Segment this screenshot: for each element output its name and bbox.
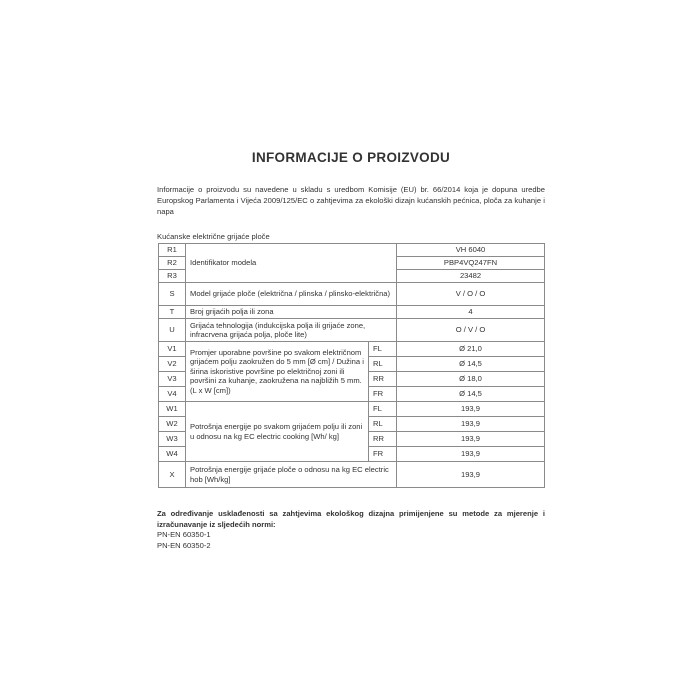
row-value: 193,9 (397, 417, 545, 432)
row-label: Potrošnja energije po svakom grijaćem polju ili zoni u odnosu na kg EC electric cooking [Wh/ kg] (186, 402, 369, 462)
row-value: V / O / O (397, 283, 545, 306)
row-label: Grijaća tehnologija (indukcijska polja ili grijaće zone, infracrvena grijaća polja, ploče lite) (186, 319, 397, 342)
row-value: 193,9 (397, 402, 545, 417)
row-value: 23482 (397, 270, 545, 283)
row-label: Model grijaće ploče (električna / plinska / plinsko-električna) (186, 283, 397, 306)
zone-position: RL (369, 357, 397, 372)
section-label: Kućanske električne grijaće ploče (157, 232, 270, 241)
zone-position: FR (369, 387, 397, 402)
table-row (159, 283, 545, 306)
row-code: V1 (159, 342, 186, 357)
row-label: Potrošnja energije grijaće ploče o odnosu na kg EC electric hob [Wh/kg] (186, 462, 397, 488)
row-value: Ø 21,0 (397, 342, 545, 357)
zone-position: RR (369, 432, 397, 447)
row-value: 193,9 (397, 447, 545, 462)
row-code: T (159, 306, 186, 319)
row-label: Promjer uporabne površine po svakom električnom grijaćem polju zaokružen do 5 mm [Ø cm] / Dužina i širina iskoristive površine po električnoj zoni ili površini za kuhanje, zaokružena na najbližih 5 mm. (L x W [cm]) (186, 342, 369, 402)
standards-note (157, 509, 545, 551)
row-code: R2 (159, 257, 186, 270)
row-code: R3 (159, 270, 186, 283)
row-value: Ø 14,5 (397, 357, 545, 372)
table-row (159, 342, 545, 357)
row-code: W3 (159, 432, 186, 447)
standard-item: PN-EN 60350-2 (157, 540, 211, 550)
zone-position: FL (369, 402, 397, 417)
table-row (159, 306, 545, 319)
zone-position: FR (369, 447, 397, 462)
table-row (159, 462, 545, 488)
row-label: Broj grijaćih polja ili zona (186, 306, 397, 319)
zone-position: RR (369, 372, 397, 387)
spec-table (158, 243, 545, 488)
row-value: 193,9 (397, 462, 545, 488)
row-value: O / V / O (397, 319, 545, 342)
standard-item: PN-EN 60350-1 (157, 530, 211, 539)
row-value: Ø 14,5 (397, 387, 545, 402)
zone-position: FL (369, 342, 397, 357)
row-code: U (159, 319, 186, 342)
zone-position: RL (369, 417, 397, 432)
table-row (159, 402, 545, 417)
row-code: W4 (159, 447, 186, 462)
row-value: Ø 18,0 (397, 372, 545, 387)
standards-note-text: Za određivanje usklađenosti sa zahtjevima ekološkog dizajna primijenjene su metode za mjerenje i izračunavanje iz sljedećih normi: (157, 509, 545, 529)
row-label: Identifikator modela (186, 244, 397, 283)
row-code: R1 (159, 244, 186, 257)
row-code: V2 (159, 357, 186, 372)
row-code: W1 (159, 402, 186, 417)
table-row (159, 244, 545, 257)
row-code: V3 (159, 372, 186, 387)
page-title: INFORMACIJE O PROIZVODU (251, 150, 451, 165)
intro-paragraph: Informacije o proizvodu su navedene u skladu s uredbom Komisije (EU) br. 66/2014 koja je dopuna uredbe Europskog Parlamenta i Vijeća 2009/125/EC o zahtjevima za ekološki dizajn kućanskih pećnica, ploča za kuhanje i napa (157, 185, 545, 216)
row-code: W2 (159, 417, 186, 432)
row-code: S (159, 283, 186, 306)
row-value: 193,9 (397, 432, 545, 447)
row-value: 4 (397, 306, 545, 319)
table-row (159, 319, 545, 342)
row-value: PBP4VQ247FN (397, 257, 545, 270)
row-code: V4 (159, 387, 186, 402)
row-value: VH 6040 (397, 244, 545, 257)
row-code: X (159, 462, 186, 488)
